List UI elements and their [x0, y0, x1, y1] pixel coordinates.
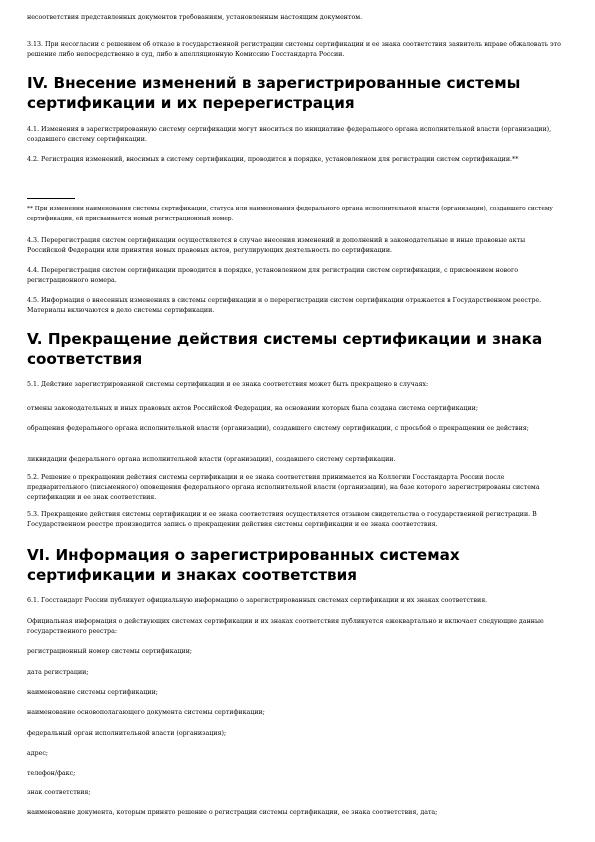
paragraph-4-4: 4.4. Перерегистрация систем сертификации проводится в порядке, установленном для регистрации систем сертификации, с присвоением нового регистрационного номера.	[27, 267, 519, 284]
paragraph-5-3: 5.3. Прекращение действия системы сертификации и ее знака соответствия осуществляется отзывом свидетельства о государственной регистрации. В Государственном реестре производится запись о прекращении действия системы сертификации и ее знака соответствия.	[27, 511, 537, 528]
footnote-separator	[27, 198, 75, 199]
list-item: наименование системы сертификации;	[27, 689, 158, 696]
paragraph-6-intro: Официальная информация о действующих системах сертификации и их знаках соответствия публикуется ежеквартально и включает следующие данные государственного реестра:	[27, 618, 544, 635]
paragraph-3-13: 3.13. При несогласии с решением об отказе в государственной регистрации системы сертификации и ее знака соответствия заявитель вправе обжаловать это решение либо непосредственно в суд, либо в апелляционную Комиссию Госстандарта России.	[27, 41, 561, 58]
paragraph-continuation: несоответствия представленных документов требованиям, установленным настоящим документом.	[27, 14, 363, 21]
list-item-5-1-a: отмены законодательных и иных правовых актов Российской Федерации, на основании которых была создана система сертификации;	[27, 405, 478, 412]
list-item-5-1-b: обращения федерального органа исполнительной власти (организации), создавшего систему сертификации, с просьбой о прекращении ее действия;	[27, 425, 529, 432]
paragraph-5-1: 5.1. Действие зарегистрированной системы сертификации и ее знака соответствия может быть прекращено в случаях:	[27, 381, 429, 388]
section-5-heading: V. Прекращение действия системы сертификации и знака соответствия	[27, 330, 543, 368]
paragraph-4-2: 4.2. Регистрация изменений, вносимых в систему сертификации, проводится в порядке, установленном для регистрации систем сертификации.**	[27, 156, 519, 163]
section-6-heading: VI. Информация о зарегистрированных системах сертификации и знаках соответствия	[27, 546, 460, 584]
list-item: федеральный орган исполнительной власти (организация);	[27, 730, 227, 737]
paragraph-4-3: 4.3. Перерегистрация систем сертификации осуществляется в случае внесения изменений и дополнений в законодательные и иные правовые акты Российской Федерации или принятия новых правовых актов, регулирующих деятельность по сертификации.	[27, 237, 526, 254]
list-item: телефон/факс;	[27, 770, 76, 777]
paragraph-6-1: 6.1. Госстандарт России публикует официальную информацию о зарегистрированных системах сертификации и их знаках соответствия.	[27, 597, 488, 604]
paragraph-4-1: 4.1. Изменения в зарегистрированную систему сертификации могут вноситься по инициативе федерального органа исполнительной власти (организации), создавшего систему сертификации.	[27, 126, 552, 143]
list-item: адрес;	[27, 750, 49, 757]
footnote: ** При изменении наименования системы сертификации, статуса или наименования федерального органа исполнительной власти (организации), создавшего систему сертификации, ей присваивается новый регистрационный номер.	[27, 206, 553, 222]
list-item-5-1-c: ликвидации федерального органа исполнительной власти (организации), создавшего систему сертификации.	[27, 456, 396, 463]
list-item: дата регистрации;	[27, 669, 89, 676]
list-item: наименование основополагающего документа системы сертификации;	[27, 709, 265, 716]
section-4-heading: IV. Внесение изменений в зарегистрированные системы сертификации и их перерегистрация	[27, 74, 521, 112]
list-item: регистрационный номер системы сертификации;	[27, 648, 193, 655]
list-item: знак соответствия;	[27, 789, 91, 796]
paragraph-4-5: 4.5. Информация о внесенных изменениях в системы сертификации и о перерегистрации систем сертификации отражается в Государственном реестре. Материалы включаются в дело системы сертификации.	[27, 297, 542, 314]
list-item: наименование документа, которым принято решение о регистрации системы сертификации, ее знака соответствия, дата;	[27, 809, 438, 816]
paragraph-5-2: 5.2. Решение о прекращении действия системы сертификации и ее знака соответствия принимается на Коллегии Госстандарта России после предварительного (письменного) оповещения федерального органа исполнительной власти (организации), на базе которого зарегистрированы система сертификации и ее знак соответствия.	[27, 474, 540, 501]
